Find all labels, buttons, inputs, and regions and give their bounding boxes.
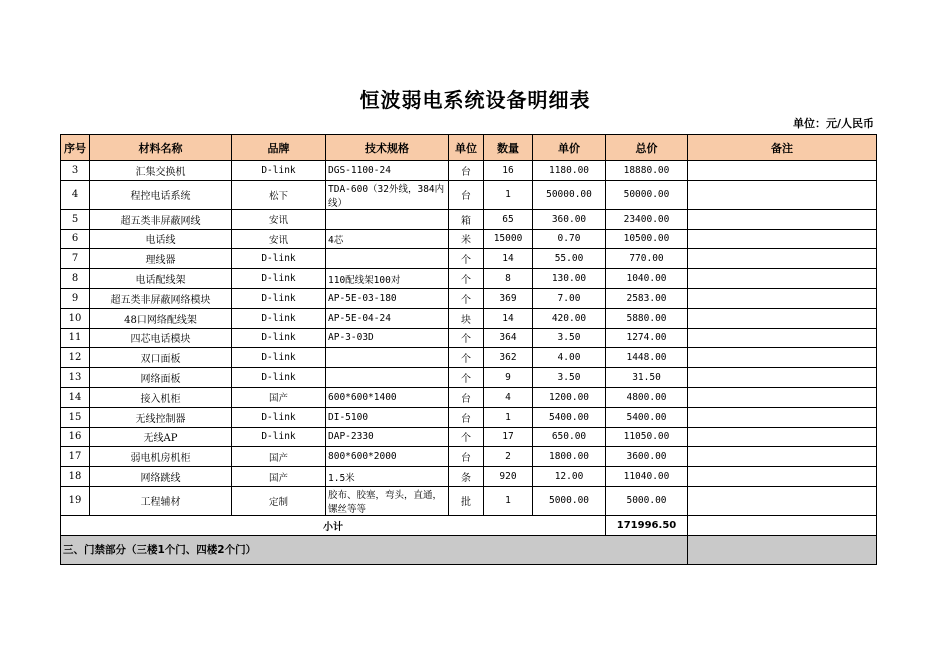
table-row bbox=[61, 368, 877, 388]
cell-qty: 362 bbox=[484, 348, 533, 368]
header-qty: 数量 bbox=[484, 135, 533, 161]
cell-spec: 4芯 bbox=[326, 229, 449, 249]
cell-total: 3600.00 bbox=[606, 447, 688, 467]
header-name: 材料名称 bbox=[90, 135, 232, 161]
header-note: 备注 bbox=[688, 135, 877, 161]
table-row bbox=[61, 387, 877, 407]
cell-no: 18 bbox=[61, 467, 90, 487]
cell-spec: DAP-2330 bbox=[326, 427, 449, 447]
table-row bbox=[61, 229, 877, 249]
cell-qty: 1 bbox=[484, 180, 533, 209]
cell-price: 0.70 bbox=[533, 229, 606, 249]
cell-brand: D-link bbox=[232, 407, 326, 427]
section-label: 三、门禁部分（三楼1个门、四楼2个门） bbox=[61, 535, 688, 564]
cell-no: 12 bbox=[61, 348, 90, 368]
cell-no: 15 bbox=[61, 407, 90, 427]
cell-brand: D-link bbox=[232, 308, 326, 328]
cell-qty: 65 bbox=[484, 209, 533, 229]
cell-no: 16 bbox=[61, 427, 90, 447]
cell-name: 电话配线架 bbox=[90, 269, 232, 289]
cell-name: 理线器 bbox=[90, 249, 232, 269]
subtotal-note bbox=[688, 515, 877, 535]
cell-name: 无线控制器 bbox=[90, 407, 232, 427]
cell-qty: 364 bbox=[484, 328, 533, 348]
cell-price: 3.50 bbox=[533, 328, 606, 348]
cell-spec bbox=[326, 348, 449, 368]
cell-unit: 批 bbox=[449, 486, 484, 515]
cell-no: 4 bbox=[61, 180, 90, 209]
subtotal-row bbox=[61, 515, 877, 535]
unit-note: 单位：元/人民币 bbox=[792, 117, 874, 130]
cell-name: 双口面板 bbox=[90, 348, 232, 368]
cell-qty: 16 bbox=[484, 161, 533, 181]
cell-total: 770.00 bbox=[606, 249, 688, 269]
cell-name: 汇集交换机 bbox=[90, 161, 232, 181]
equipment-table bbox=[60, 134, 877, 565]
table-row bbox=[61, 447, 877, 467]
cell-total: 31.50 bbox=[606, 368, 688, 388]
cell-spec: 胶布、胶塞，弯头，直通，镙丝等等 bbox=[326, 486, 449, 515]
cell-qty: 2 bbox=[484, 447, 533, 467]
cell-name: 网络面板 bbox=[90, 368, 232, 388]
cell-spec: 800*600*2000 bbox=[326, 447, 449, 467]
cell-total: 50000.00 bbox=[606, 180, 688, 209]
cell-price: 1800.00 bbox=[533, 447, 606, 467]
cell-price: 5000.00 bbox=[533, 486, 606, 515]
cell-note bbox=[688, 288, 877, 308]
cell-total: 1448.00 bbox=[606, 348, 688, 368]
table-row bbox=[61, 348, 877, 368]
cell-unit: 条 bbox=[449, 467, 484, 487]
header-price: 单价 bbox=[533, 135, 606, 161]
cell-name: 接入机柜 bbox=[90, 387, 232, 407]
table-row bbox=[61, 486, 877, 515]
subtotal-value: 171996.50 bbox=[606, 515, 688, 535]
cell-qty: 369 bbox=[484, 288, 533, 308]
cell-note bbox=[688, 249, 877, 269]
header-row bbox=[61, 135, 877, 161]
cell-spec: DI-5100 bbox=[326, 407, 449, 427]
cell-total: 5000.00 bbox=[606, 486, 688, 515]
cell-total: 18880.00 bbox=[606, 161, 688, 181]
cell-note bbox=[688, 269, 877, 289]
cell-brand: D-link bbox=[232, 427, 326, 447]
cell-spec bbox=[326, 368, 449, 388]
cell-note bbox=[688, 368, 877, 388]
cell-price: 7.00 bbox=[533, 288, 606, 308]
cell-unit: 个 bbox=[449, 348, 484, 368]
cell-qty: 17 bbox=[484, 427, 533, 447]
cell-price: 420.00 bbox=[533, 308, 606, 328]
cell-price: 1200.00 bbox=[533, 387, 606, 407]
cell-note bbox=[688, 180, 877, 209]
page-title: 恒波弱电系统设备明细表 bbox=[359, 88, 591, 112]
cell-spec: DGS-1100-24 bbox=[326, 161, 449, 181]
cell-unit: 个 bbox=[449, 269, 484, 289]
cell-spec: 600*600*1400 bbox=[326, 387, 449, 407]
cell-brand: D-link bbox=[232, 368, 326, 388]
cell-qty: 8 bbox=[484, 269, 533, 289]
table-row bbox=[61, 407, 877, 427]
header-unit: 单位 bbox=[449, 135, 484, 161]
cell-qty: 4 bbox=[484, 387, 533, 407]
section-note bbox=[688, 535, 877, 564]
cell-unit: 个 bbox=[449, 328, 484, 348]
cell-unit: 箱 bbox=[449, 209, 484, 229]
cell-total: 23400.00 bbox=[606, 209, 688, 229]
cell-price: 5400.00 bbox=[533, 407, 606, 427]
cell-brand: D-link bbox=[232, 348, 326, 368]
cell-no: 7 bbox=[61, 249, 90, 269]
cell-name: 四芯电话模块 bbox=[90, 328, 232, 348]
header-total: 总价 bbox=[606, 135, 688, 161]
cell-note bbox=[688, 407, 877, 427]
cell-no: 9 bbox=[61, 288, 90, 308]
cell-qty: 15000 bbox=[484, 229, 533, 249]
cell-note bbox=[688, 348, 877, 368]
cell-no: 11 bbox=[61, 328, 90, 348]
cell-spec: AP-5E-03-180 bbox=[326, 288, 449, 308]
cell-no: 3 bbox=[61, 161, 90, 181]
cell-note bbox=[688, 447, 877, 467]
cell-brand: 国产 bbox=[232, 447, 326, 467]
cell-unit: 个 bbox=[449, 427, 484, 447]
cell-qty: 9 bbox=[484, 368, 533, 388]
cell-spec bbox=[326, 209, 449, 229]
cell-brand: 国产 bbox=[232, 467, 326, 487]
table-row bbox=[61, 288, 877, 308]
cell-total: 11050.00 bbox=[606, 427, 688, 447]
cell-note bbox=[688, 209, 877, 229]
cell-qty: 920 bbox=[484, 467, 533, 487]
cell-brand: D-link bbox=[232, 161, 326, 181]
cell-spec: AP-5E-04-24 bbox=[326, 308, 449, 328]
cell-brand: D-link bbox=[232, 288, 326, 308]
cell-no: 17 bbox=[61, 447, 90, 467]
header-spec: 技术规格 bbox=[326, 135, 449, 161]
table-row bbox=[61, 209, 877, 229]
cell-total: 1040.00 bbox=[606, 269, 688, 289]
cell-unit: 个 bbox=[449, 368, 484, 388]
cell-name: 网络跳线 bbox=[90, 467, 232, 487]
cell-name: 无线AP bbox=[90, 427, 232, 447]
cell-brand: 松下 bbox=[232, 180, 326, 209]
cell-no: 10 bbox=[61, 308, 90, 328]
cell-name: 程控电话系统 bbox=[90, 180, 232, 209]
cell-note bbox=[688, 427, 877, 447]
cell-qty: 14 bbox=[484, 249, 533, 269]
cell-note bbox=[688, 308, 877, 328]
cell-total: 5400.00 bbox=[606, 407, 688, 427]
cell-note bbox=[688, 328, 877, 348]
cell-brand: D-link bbox=[232, 249, 326, 269]
cell-qty: 14 bbox=[484, 308, 533, 328]
section-row bbox=[61, 535, 877, 564]
table-row bbox=[61, 467, 877, 487]
table-row bbox=[61, 161, 877, 181]
cell-unit: 个 bbox=[449, 288, 484, 308]
cell-name: 超五类非屏蔽网络模块 bbox=[90, 288, 232, 308]
cell-price: 650.00 bbox=[533, 427, 606, 447]
cell-name: 电话线 bbox=[90, 229, 232, 249]
cell-note bbox=[688, 161, 877, 181]
cell-no: 5 bbox=[61, 209, 90, 229]
cell-unit: 米 bbox=[449, 229, 484, 249]
cell-name: 工程辅材 bbox=[90, 486, 232, 515]
cell-spec: 110配线架100对 bbox=[326, 269, 449, 289]
cell-name: 48口网络配线架 bbox=[90, 308, 232, 328]
cell-qty: 1 bbox=[484, 486, 533, 515]
cell-unit: 台 bbox=[449, 180, 484, 209]
subtotal-label: 小计 bbox=[61, 515, 606, 535]
cell-price: 50000.00 bbox=[533, 180, 606, 209]
cell-note bbox=[688, 229, 877, 249]
cell-unit: 台 bbox=[449, 387, 484, 407]
table-row bbox=[61, 308, 877, 328]
cell-price: 1180.00 bbox=[533, 161, 606, 181]
cell-spec: AP-3-03D bbox=[326, 328, 449, 348]
cell-name: 弱电机房机柜 bbox=[90, 447, 232, 467]
header-brand: 品牌 bbox=[232, 135, 326, 161]
cell-no: 19 bbox=[61, 486, 90, 515]
cell-name: 超五类非屏蔽网线 bbox=[90, 209, 232, 229]
cell-unit: 台 bbox=[449, 407, 484, 427]
cell-note bbox=[688, 486, 877, 515]
cell-unit: 块 bbox=[449, 308, 484, 328]
cell-unit: 个 bbox=[449, 249, 484, 269]
cell-total: 5880.00 bbox=[606, 308, 688, 328]
cell-price: 130.00 bbox=[533, 269, 606, 289]
cell-brand: 安讯 bbox=[232, 229, 326, 249]
header-no: 序号 bbox=[61, 135, 90, 161]
cell-brand: D-link bbox=[232, 328, 326, 348]
cell-no: 14 bbox=[61, 387, 90, 407]
cell-note bbox=[688, 467, 877, 487]
cell-price: 3.50 bbox=[533, 368, 606, 388]
cell-brand: D-link bbox=[232, 269, 326, 289]
cell-total: 1274.00 bbox=[606, 328, 688, 348]
cell-total: 10500.00 bbox=[606, 229, 688, 249]
cell-spec: TDA-600（32外线，384内线） bbox=[326, 180, 449, 209]
cell-qty: 1 bbox=[484, 407, 533, 427]
cell-no: 13 bbox=[61, 368, 90, 388]
cell-unit: 台 bbox=[449, 161, 484, 181]
cell-price: 55.00 bbox=[533, 249, 606, 269]
cell-brand: 定制 bbox=[232, 486, 326, 515]
cell-spec: 1.5米 bbox=[326, 467, 449, 487]
cell-total: 11040.00 bbox=[606, 467, 688, 487]
cell-price: 12.00 bbox=[533, 467, 606, 487]
cell-spec bbox=[326, 249, 449, 269]
cell-brand: 安讯 bbox=[232, 209, 326, 229]
cell-total: 2583.00 bbox=[606, 288, 688, 308]
cell-total: 4800.00 bbox=[606, 387, 688, 407]
table-row bbox=[61, 328, 877, 348]
cell-price: 4.00 bbox=[533, 348, 606, 368]
table-row bbox=[61, 180, 877, 209]
cell-note bbox=[688, 387, 877, 407]
table-row bbox=[61, 249, 877, 269]
cell-price: 360.00 bbox=[533, 209, 606, 229]
cell-brand: 国产 bbox=[232, 387, 326, 407]
table-row bbox=[61, 427, 877, 447]
cell-unit: 台 bbox=[449, 447, 484, 467]
cell-no: 8 bbox=[61, 269, 90, 289]
table-row bbox=[61, 269, 877, 289]
cell-no: 6 bbox=[61, 229, 90, 249]
